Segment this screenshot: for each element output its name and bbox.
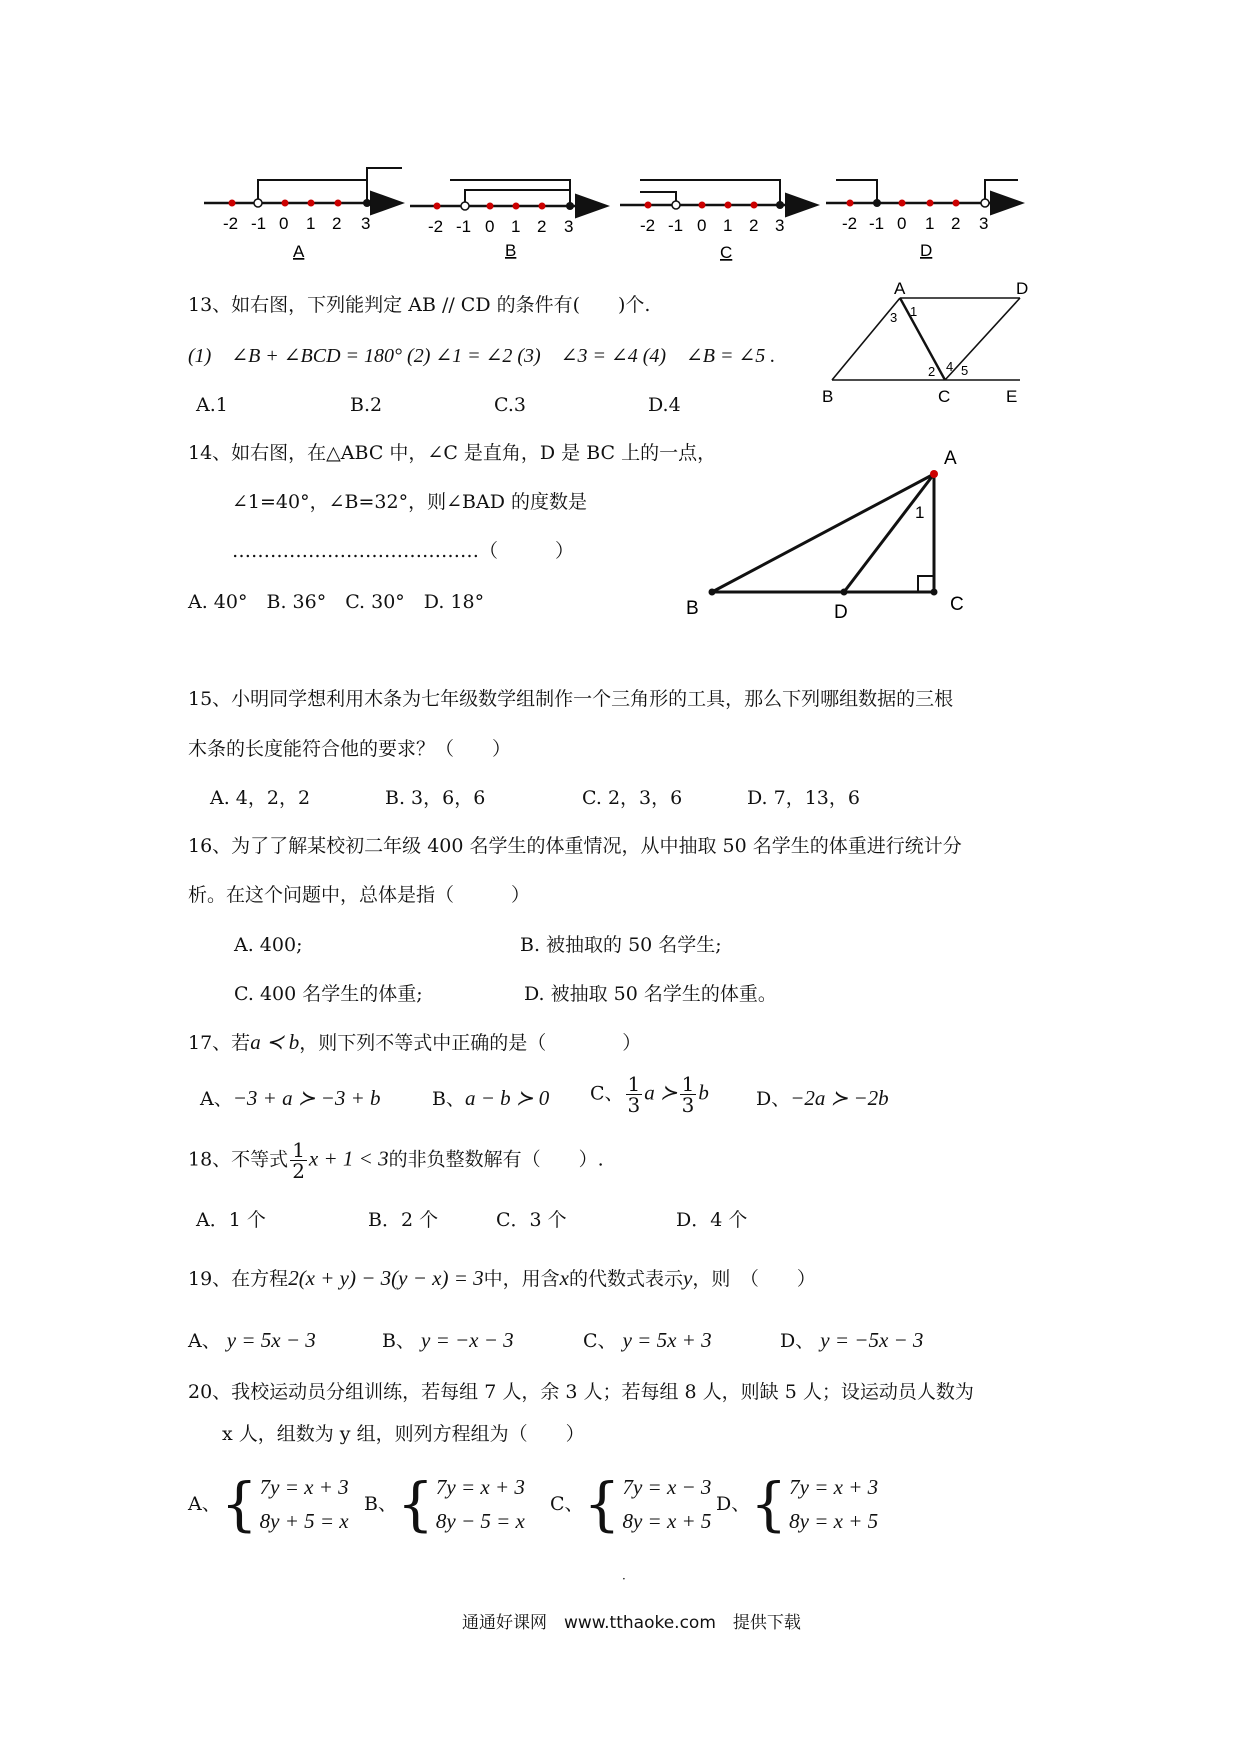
q20-option-d: D、{ 7y = x + 3 8y = x + 5 <box>716 1470 879 1538</box>
q17-option-d: D、−2a ≻ −2b <box>756 1086 889 1110</box>
angle-label-3: 3 <box>890 310 898 325</box>
tick-label: 2 <box>537 217 547 236</box>
q18-option-b: B．2 个 <box>368 1209 439 1231</box>
q16-option-b: B. 被抽取的 50 名学生; <box>520 934 722 956</box>
q15-option-c: C. 2，3，6 <box>582 787 683 809</box>
q19-option-c: C、 y = 5x + 3 <box>583 1328 712 1352</box>
angle-label-4: 4 <box>946 359 954 374</box>
q19-option-a: A、 y = 5x − 3 <box>188 1328 316 1352</box>
tick-label: 2 <box>332 214 342 233</box>
q20-line1: 20、我校运动员分组训练，若每组 7 人，余 3 人；若每组 8 人，则缺 5 人；设运动员人数为 <box>188 1381 974 1403</box>
tick-label: -2 <box>428 217 444 236</box>
q17-stem-prefix: 17、若 <box>188 1032 251 1054</box>
numberline-b <box>410 180 605 260</box>
q17-stem <box>188 1030 641 1055</box>
q15-option-b: B. 3，6，6 <box>385 787 486 809</box>
option-letter: A <box>293 242 305 261</box>
angle-label-1: 1 <box>915 503 925 522</box>
q16-option-c: C. 400 名学生的体重; <box>234 983 423 1005</box>
q13-option-c: C.3 <box>494 394 526 416</box>
q12-number-lines <box>0 150 1240 270</box>
tick-label: 1 <box>511 217 521 236</box>
tick-label: 0 <box>897 214 907 233</box>
point-label-a: A <box>894 280 906 298</box>
tick-label: -2 <box>842 214 858 233</box>
q16-option-a: A. 400; <box>234 934 303 956</box>
q17-option-b: B、a − b ≻ 0 <box>432 1086 550 1110</box>
tick-label: 3 <box>979 214 989 233</box>
tick-label: 0 <box>485 217 495 236</box>
option-letter: C <box>720 243 733 262</box>
footer-credit: 通通好课网 www.tthaoke.com 提供下载 <box>462 1613 801 1633</box>
tick-label: 3 <box>775 216 785 235</box>
q15-line1: 15、小明同学想利用木条为七年级数学组制作一个三角形的工具，那么下列哪组数据的三根 <box>188 688 954 710</box>
q17-option-a: A、−3 + a ≻ −3 + b <box>200 1086 381 1110</box>
q18-option-c: C．3 个 <box>496 1209 567 1231</box>
q17-stem-suffix: ，则下列不等式中正确的是（ ） <box>299 1032 642 1054</box>
q17-option-c: C、 $\frac{1}{3}$ a ≻ $\frac{1}{3}$ b <box>590 1072 709 1117</box>
numberline-c <box>620 180 815 262</box>
q14-stem-line3: …………………………………（ ） <box>232 540 575 562</box>
point-label-d: D <box>1016 280 1029 298</box>
tick-label: 3 <box>361 214 371 233</box>
tick-label: 0 <box>697 216 707 235</box>
q15-option-d: D. 7，13，6 <box>747 787 860 809</box>
angle-label-1: 1 <box>910 304 918 319</box>
q13-option-d: D.4 <box>648 394 681 416</box>
q14-triangle-figure <box>670 440 970 620</box>
tick-label: -1 <box>251 214 267 233</box>
q16-line1: 16、为了了解某校初二年级 400 名学生的体重情况，从中抽取 50 名学生的体重进行统计分 <box>188 835 962 857</box>
q18-stem: 18、不等式 $\frac{1}{2}$ x + 1 < 3的非负整数解有（ ）. <box>188 1138 604 1183</box>
point-label-d: D <box>834 602 848 620</box>
q16-option-d: D. 被抽取 50 名学生的体重。 <box>524 983 777 1005</box>
tick-label: -1 <box>668 216 684 235</box>
q13-conditions: (1) ∠B + ∠BCD = 180° (2) ∠1 = ∠2 (3) ∠3 = ∠4 (4) ∠B = ∠5 . <box>188 345 776 367</box>
point-label-c: C <box>950 594 964 615</box>
tick-label: 1 <box>723 216 733 235</box>
point-label-b: B <box>822 387 834 406</box>
point-label-e: E <box>1006 387 1018 406</box>
q20-option-c: C、{ 7y = x − 3 8y = x + 5 <box>550 1470 712 1538</box>
q20-option-a: A、{ 7y = x + 3 8y + 5 = x <box>188 1470 349 1538</box>
q14-options: A. 40° B. 36° C. 30° D. 18° <box>188 591 485 613</box>
numberline-a <box>204 168 402 261</box>
q20-line2: x 人，组数为 y 组，则列方程组为（ ） <box>222 1423 585 1445</box>
q15-line2: 木条的长度能符合他的要求？（ ） <box>188 738 512 760</box>
q16-line2: 析。在这个问题中，总体是指（ ） <box>188 884 531 906</box>
tick-label: 3 <box>564 217 574 236</box>
tick-label: 0 <box>279 214 289 233</box>
q13-option-a: A.1 <box>196 394 228 416</box>
tick-label: 2 <box>749 216 759 235</box>
q13-parallelogram-figure <box>820 280 1040 410</box>
tick-label: 2 <box>951 214 961 233</box>
tick-label: -1 <box>869 214 885 233</box>
tick-label: 1 <box>925 214 935 233</box>
option-letter: B <box>505 241 517 260</box>
tick-label: -2 <box>223 214 239 233</box>
q13-stem: 13、如右图，下列能判定 AB // CD 的条件有( )个. <box>188 294 651 316</box>
q13-option-b: B.2 <box>350 394 383 416</box>
point-label-a: A <box>944 448 957 469</box>
q18-option-a: A．1 个 <box>196 1209 266 1231</box>
tick-label: -1 <box>456 217 472 236</box>
q14-stem-line1: 14、如右图，在△ABC 中，∠C 是直角，D 是 BC 上的一点， <box>188 442 717 464</box>
q19-option-b: B、 y = −x − 3 <box>382 1328 514 1352</box>
point-label-b: B <box>686 598 699 619</box>
q20-options <box>188 1470 948 1550</box>
q15-option-a: A. 4，2，2 <box>210 787 311 809</box>
tick-label: -2 <box>640 216 656 235</box>
q18-option-d: D．4 个 <box>676 1209 748 1231</box>
q19-option-d: D、 y = −5x − 3 <box>780 1328 924 1352</box>
q14-stem-line2: ∠1=40°，∠B=32°，则∠BAD 的度数是 <box>232 491 587 513</box>
angle-label-5: 5 <box>961 363 969 378</box>
q17-options <box>200 1074 960 1124</box>
q20-option-b: B、{ 7y = x + 3 8y − 5 = x <box>364 1470 525 1538</box>
page-dot: · <box>622 1572 626 1586</box>
option-letter: D <box>920 241 933 260</box>
point-label-c: C <box>938 387 951 406</box>
q19-stem: 19、在方程2(x + y) − 3(y − x) = 3中，用含x的代数式表示y，则 （ ） <box>188 1266 816 1290</box>
numberline-d <box>826 180 1020 260</box>
tick-label: 1 <box>306 214 316 233</box>
angle-label-2: 2 <box>928 364 936 379</box>
q17-stem-math: a ≺ b <box>250 1030 300 1054</box>
